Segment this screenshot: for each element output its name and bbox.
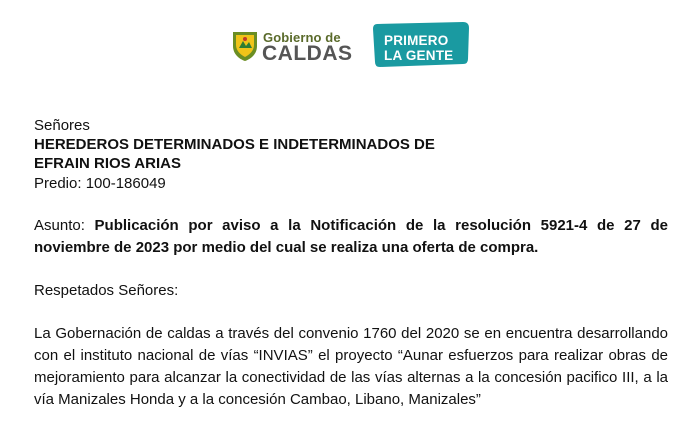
letterhead	[0, 0, 700, 80]
subject-label: Asunto:	[34, 217, 85, 234]
greeting: Respetados Señores:	[34, 282, 179, 299]
predio-reference: Predio: 100-186049	[34, 175, 166, 192]
logo-subtitle: Gobierno de	[263, 30, 341, 45]
body-paragraph: La Gobernación de caldas a través del convenio 1760 del 2020 se en encuentra desarrollando con el instituto nacional de vías “INVIAS” el proyecto “Aunar esfuerzos para realizar obras de mejoramiento para alcanzar la conectividad de las vías alternas a la concesión pacifico III, a la vía Manizales Honda y a la concesión Cambao, Libano, Manizales”	[34, 325, 668, 408]
subject-paragraph	[34, 215, 668, 259]
logo-title: CALDAS	[262, 42, 353, 65]
subject-text: Publicación por aviso a la Notificación de la resolución 5921-4 de 27 de noviembre de 2023 por medio del cual se realiza una oferta de compra.	[34, 217, 669, 256]
slogan-line-1: PRIMERO	[384, 33, 449, 48]
recipient-line-2: EFRAIN RIOS ARIAS	[34, 155, 181, 172]
slogan-line-2: LA GENTE	[384, 48, 454, 63]
caldas-shield-icon	[231, 30, 259, 62]
salutation: Señores	[34, 117, 90, 134]
recipient-line-1: HEREDEROS DETERMINADOS E INDETERMINADOS DE	[34, 136, 435, 153]
